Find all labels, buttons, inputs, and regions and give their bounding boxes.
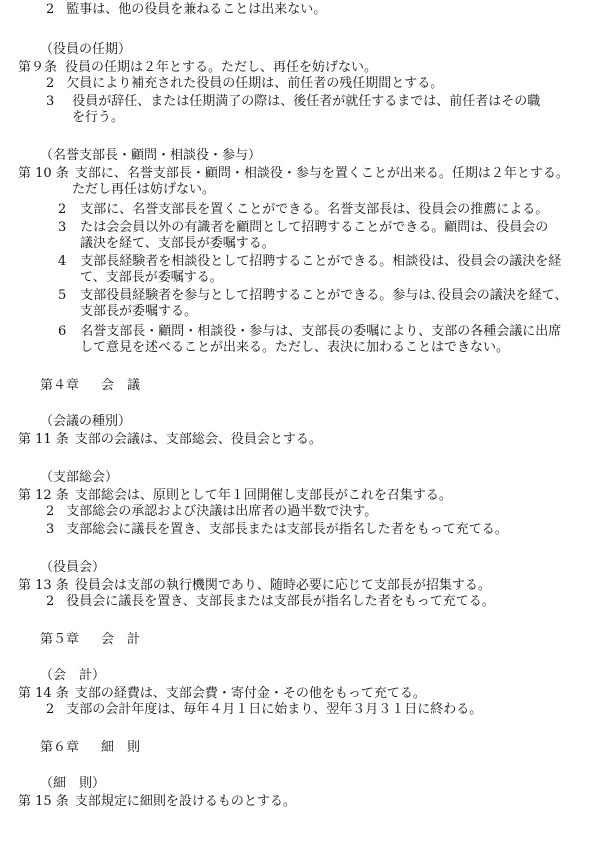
paragraph-number: 2 bbox=[58, 202, 67, 217]
article-number: 第 12 条 bbox=[18, 488, 69, 503]
paragraph-text: 支部に、名誉支部長を置くことができる。名誉支部長は、役員会の推薦による。 bbox=[80, 202, 549, 217]
paragraph-continuation: 議決を経て、支部長が委嘱する。 bbox=[80, 236, 275, 251]
paragraph-line bbox=[58, 288, 568, 304]
chapter-heading bbox=[40, 632, 140, 648]
paragraph-continuation: を行う。 bbox=[72, 110, 125, 125]
paragraph-line bbox=[46, 504, 377, 520]
paragraph-text: 名誉支部長・顧問・相談役・参与は、支部長の委嘱により、支部の各種会議に出席 bbox=[80, 324, 562, 339]
article-text: 役員会は支部の執行機関であり、随時必要に応じて支部長が招集する。 bbox=[74, 578, 491, 593]
paragraph-number: 3 bbox=[46, 522, 55, 537]
paragraph-number: 2 bbox=[46, 2, 55, 17]
article-text: 支部に、名誉支部長・顧問・相談役・参与を置くことが出来る。任期は２年とする。 bbox=[74, 166, 569, 181]
article-line bbox=[18, 488, 452, 504]
paragraph-text: 役員会に議長を置き、支部長または支部長が指名した者をもって充てる。 bbox=[66, 594, 495, 609]
paragraph-text: 支部役員経験者を参与として招聘することができる。参与は､役員会の議決を経て、 bbox=[80, 288, 568, 303]
paragraph-line bbox=[58, 202, 548, 218]
paragraph-number: 4 bbox=[58, 254, 67, 269]
paragraph-line bbox=[46, 702, 482, 718]
paragraph-line bbox=[58, 220, 548, 236]
article-heading: （役員の任期） bbox=[40, 42, 132, 57]
article-number: 第 15 条 bbox=[18, 794, 69, 809]
paragraph-text: 支部長経験者を相談役として招聘することができる。相談役は、役員会の議決を経 bbox=[80, 254, 562, 269]
article-text: 支部の経費は、支部会費・寄付金・その他をもって充てる。 bbox=[74, 686, 426, 701]
paragraph-text: 役員が辞任、または任期満了の際は、後任者が就任するまでは、前任者はその職 bbox=[72, 94, 541, 109]
paragraph-number: 3 bbox=[46, 94, 55, 109]
paragraph-text: 支部の会計年度は、毎年４月１日に始まり、翌年３月３１日に終わる。 bbox=[66, 702, 483, 717]
paragraph-text: たは会会員以外の有識者を顧問として招聘することができる。顧問は、役員会の bbox=[80, 220, 549, 235]
article-heading: （会議の種別） bbox=[40, 414, 132, 429]
article-number: 第 14 条 bbox=[18, 686, 69, 701]
paragraph-number: 5 bbox=[58, 288, 67, 303]
article-line bbox=[18, 794, 296, 810]
paragraph-line bbox=[46, 522, 508, 538]
paragraph-number: 2 bbox=[46, 504, 55, 519]
paragraph-number: 2 bbox=[46, 594, 55, 609]
article-line bbox=[18, 60, 377, 76]
paragraph-continuation: 支部長が委嘱する。 bbox=[80, 304, 198, 319]
article-line bbox=[18, 578, 491, 594]
paragraph-text: 監事は、他の役員を兼ねることは出来ない。 bbox=[66, 2, 327, 17]
paragraph-line bbox=[46, 2, 326, 18]
article-number: 第 13 条 bbox=[18, 578, 69, 593]
article-heading: （役員会） bbox=[40, 560, 106, 575]
article-heading: （支部総会） bbox=[40, 470, 119, 485]
article-continuation: ただし再任は妨げない。 bbox=[72, 182, 216, 197]
paragraph-line bbox=[46, 76, 443, 92]
chapter-number: 第５章 bbox=[40, 632, 80, 647]
chapter-number: 第６章 bbox=[40, 740, 80, 755]
article-text: 支部規定に細則を設けるものとする。 bbox=[74, 794, 296, 809]
paragraph-continuation: して意見を述べることが出来る。ただし、表決に加わることはできない。 bbox=[80, 340, 510, 355]
article-line bbox=[18, 166, 569, 182]
article-heading: （名誉支部長・顧問・相談役・参与） bbox=[40, 148, 262, 163]
article-heading: （細 則） bbox=[40, 776, 106, 791]
paragraph-text: 欠員により補充された役員の任期は、前任者の残任期間とする。 bbox=[66, 76, 444, 91]
article-text: 支部の会議は、支部総会、役員会とする。 bbox=[74, 432, 322, 447]
paragraph-continuation: て、支部長が委嘱する。 bbox=[80, 270, 223, 285]
paragraph-number: 2 bbox=[46, 76, 55, 91]
paragraph-text: 支部総会に議長を置き、支部長または支部長が指名した者をもって充てる。 bbox=[66, 522, 508, 537]
article-line bbox=[18, 432, 322, 448]
paragraph-number: 2 bbox=[46, 702, 55, 717]
chapter-title: 会 議 bbox=[101, 378, 141, 393]
paragraph-line bbox=[58, 254, 561, 270]
chapter-heading bbox=[40, 740, 140, 756]
paragraph-number: 3 bbox=[58, 220, 67, 235]
chapter-title: 会 計 bbox=[101, 632, 141, 647]
article-number: 第 11 条 bbox=[18, 432, 69, 447]
article-number: 第 10 条 bbox=[18, 166, 69, 181]
article-line bbox=[18, 686, 426, 702]
chapter-number: 第４章 bbox=[40, 378, 80, 393]
article-text: 支部総会は、原則として年１回開催し支部長がこれを召集する。 bbox=[74, 488, 452, 503]
chapter-title: 細 則 bbox=[101, 740, 141, 755]
article-heading: （会 計） bbox=[40, 668, 106, 683]
paragraph-number: 6 bbox=[58, 324, 67, 339]
chapter-heading bbox=[40, 378, 140, 394]
paragraph-line bbox=[46, 594, 495, 610]
paragraph-line bbox=[58, 324, 561, 340]
paragraph-text: 支部総会の承認および決議は出席者の過半数で決す。 bbox=[66, 504, 378, 519]
article-text: 役員の任期は２年とする。ただし、再任を妨げない。 bbox=[65, 60, 378, 75]
article-number: 第９条 bbox=[18, 60, 58, 75]
paragraph-line bbox=[46, 94, 540, 110]
